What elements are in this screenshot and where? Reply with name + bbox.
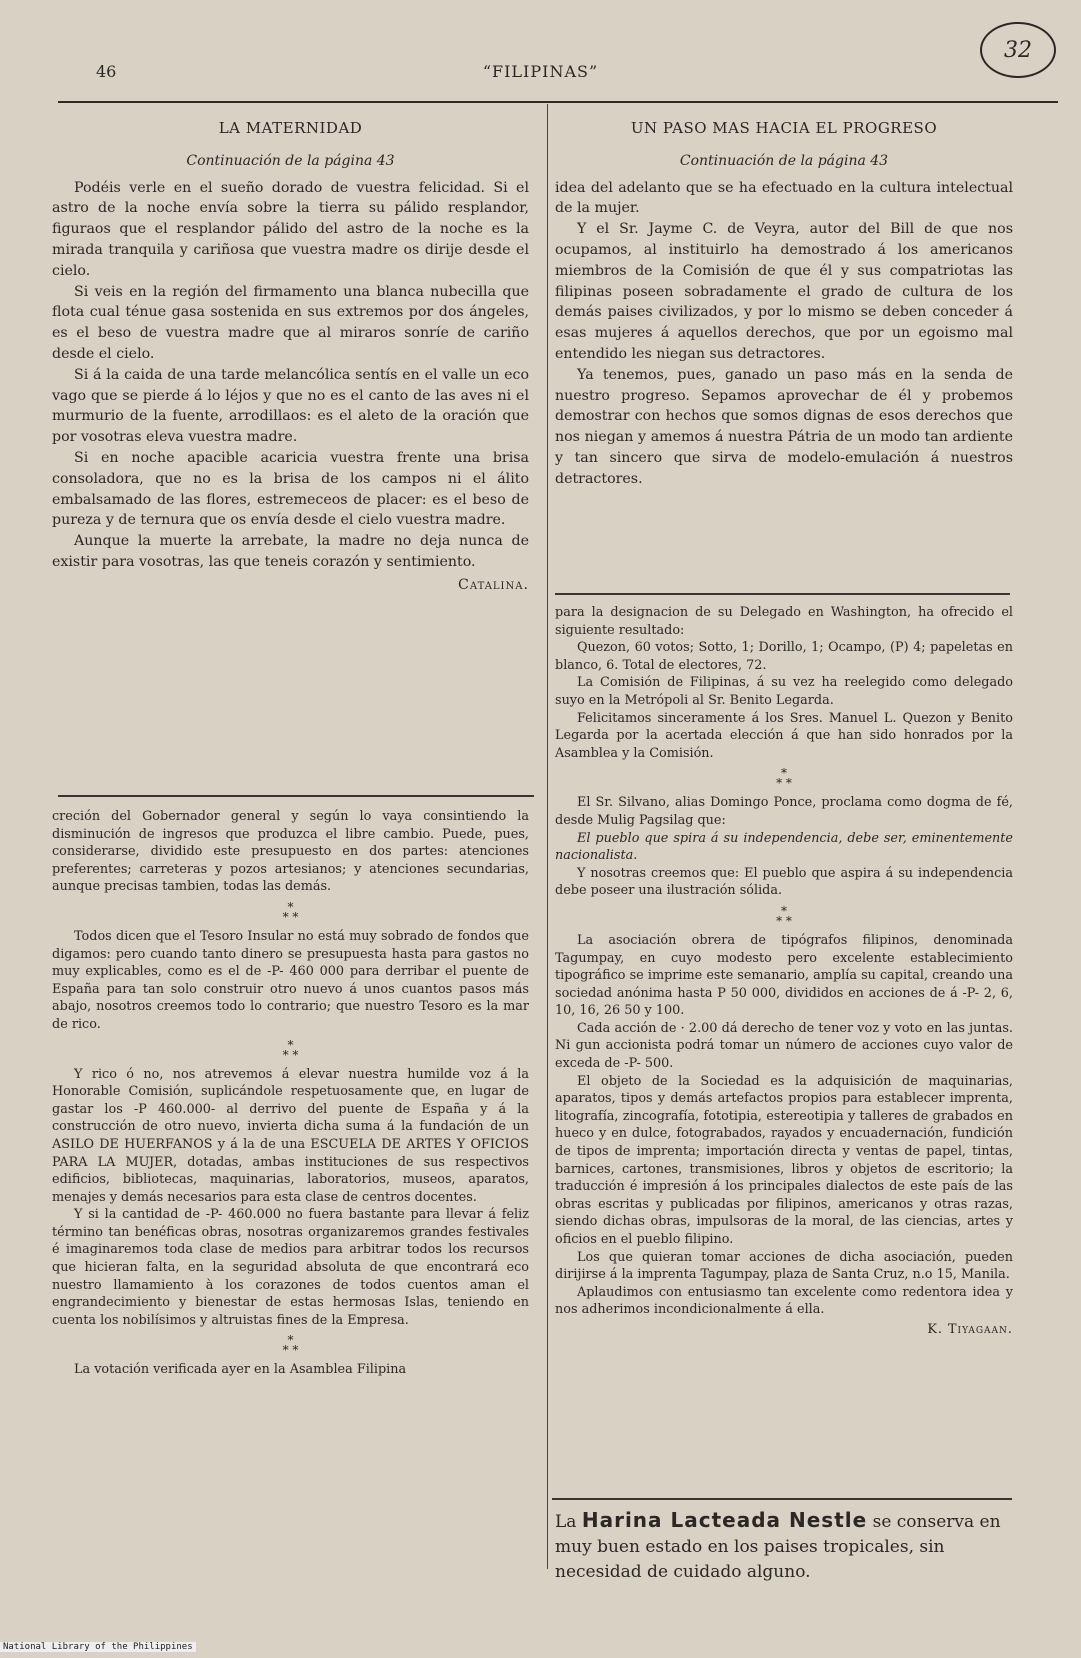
paragraph: El Sr. Silvano, alias Domingo Ponce, proclama como dogma de fé, desde Mulig Pagsilag que: xyxy=(555,795,1013,828)
paragraph: para la designacion de su Delegado en Washington, ha ofrecido el siguiente resultado: xyxy=(555,605,1013,638)
paragraph: La asociación obrera de tipógrafos filipinos, denominada Tagumpay, en cuyo modesto pero excelente establecimiento tipográfico se imprime este semanario, amplía su capital, creando una sociedad anónima hasta P 50 000, divididos en acciones de á -P- 2, 6, 10, 16, 26 50 y 100. xyxy=(555,932,1013,1019)
paragraph: Si veis en la región del firmamento una blanca nubecilla que flota cual ténue gasa sostenida en sus extremos por dos ángeles, es el beso de vuestra madre que al miraros sonríe de cariño desde el cielo. xyxy=(52,283,529,362)
paragraph: idea del adelanto que se ha efectuado en la cultura intelectual de la mujer. xyxy=(555,179,1013,217)
article-title: UN PASO MAS HACIA EL PROGRESO xyxy=(630,119,938,137)
advert-brand: Harina Lacteada Nestle xyxy=(581,1508,868,1532)
signature: Catalina. xyxy=(458,576,529,593)
paragraph: creción del Gobernador general y según lo vaya consintiendo la disminución de ingresos que produzca el libre cambio. Puede, pues, considerarse, dividido este presupuesto en dos partes: atenciones preferentes; carreteras y pozos artesianos; y atenciones secundarias, aunque precisas tambien, todas las demás. xyxy=(52,809,529,895)
paragraph: Cada acción de · 2.00 dá derecho de tener voz y voto en las juntas. Ni gun accionista podrá tomar un número de acciones cuyo valor de exceda de -P- 500. xyxy=(555,1020,1013,1072)
advert-lead: La xyxy=(555,1512,577,1532)
article-un-paso-mas xyxy=(555,118,1013,490)
section-rule xyxy=(58,795,534,797)
signature: K. Tiyagaan. xyxy=(927,1321,1013,1337)
asterism: * * * xyxy=(282,1333,299,1358)
paragraph: Aunque la muerte la arrebate, la madre no deja nunca de existir para vosotras, las que teneis corazón y sentimiento. xyxy=(52,533,529,570)
continuation-note: Continuación de la página 43 xyxy=(679,152,889,169)
asterism: * * * xyxy=(776,903,792,928)
paragraph: El objeto de la Sociedad es la adquisición de maquinarias, aparatos, tipos y demás artefactos propios para establecer imprenta, litografía, zincografía, fototipia, estereotipia y talleres de grabados en hueco y en dulce, fotograbados, rayados y encuadernación, fundición de tipos de imprenta; importación directa y ventas de papel, tintas, barnices, cartones, transmisiones, libros y objetos de escritorio; la traducción é impresión á los principales dialectos de este país de las obras escritas y publicadas por filipinos, americanos y otras razas, siendo dichas obras, impulsoras de la moral, de las ciencias, artes y oficios en el pueblo filipino. xyxy=(555,1073,1013,1247)
paragraph: Si á la caida de una tarde melancólica sentís en el valle un eco vago que se pierde á lo léjos y que no es el canto de las aves ni el murmurio de la fuente, arrodillaos: es el aleto de la oración que por vosotras eleva vuestra madre. xyxy=(52,366,529,446)
asterism: * * * xyxy=(282,899,299,924)
paragraph: Todos dicen que el Tesoro Insular no está muy sobrado de fondos que digamos: pero cuando tanto dinero se presupuesta hasta para gastos no muy explicables, como es el de -P- 460 000 para derribar el puente de España para tan solo construir otro nuevo á unos cuantos pasos más abajo, nosotros creemos todo lo contrario; que nuestro Tesoro es la mar de rico. xyxy=(52,928,529,1032)
paragraph: Y rico ó no, nos atrevemos á elevar nuestra humilde voz á la Honorable Comisión, suplicándole respetuosamente que, en lugar de gastar los -P 460.000- al derrivo del puente de España y á la construcción de otro nuevo, invierta dicha suma á la fundación de un ASILO DE HUERFANOS y á la de una ESCUELA DE ARTES Y OFICIOS PARA LA MUJER, dotadas, ambas instituciones de sus respectivos edificios, bibliotecas, maquinarias, laboratorios, museos, aparatos, menajes y demás necesarios para esta clase de centros docentes. xyxy=(52,1066,529,1205)
paragraph: Y el Sr. Jayme C. de Veyra, autor del Bill de que nos ocupamos, al instituirlo ha demostrado á los americanos miembros de la Comisión de que él y sus compatriotas las filipinas poseen sobradamente el grado de cultura de los demás paises civilizados, y por lo mismo se deben conceder á esas mujeres á aquellos derechos, que por un egoismo mal entendido les niegan sus detractores. xyxy=(555,221,1013,362)
continuation-note: Continuación de la página 43 xyxy=(186,152,395,169)
paragraph: Quezon, 60 votos; Sotto, 1; Dorillo, 1; Ocampo, (P) 4; papeletas en blanco, 6. Total de electores, 72. xyxy=(555,640,1013,673)
column-divider xyxy=(547,104,548,1569)
paragraph: Los que quieran tomar acciones de dicha asociación, pueden dirijirse á la imprenta Tagumpay, plaza de Santa Cruz, n.o 15, Manila. xyxy=(555,1249,1013,1283)
quote: El pueblo que spira á su independencia, debe ser, eminentemente nacionalista. xyxy=(555,830,1013,864)
paragraph: Y si la cantidad de -P- 460.000 no fuera bastante para llevar á feliz término tan benéficas obras, nosotras organizaremos grandes festivales é imaginaremos toda clase de medios para arbitrar todos los recursos que hicieran falta, en la seguridad absoluta de que encontrará eco nuestro llamamiento à los corazones de todos cuentos aman el engrandecimiento y bienestar de estas hermosas Islas, teniendo en cuenta los nobilísimos y altruistas fines de la Empresa. xyxy=(52,1207,529,1328)
asterism: * * * xyxy=(282,1037,299,1062)
asterism: * * * xyxy=(776,766,792,791)
advert-text: se conserva en muy buen estado en los paises tropicales, sin necesidad de cuidado alguno. xyxy=(555,1512,1001,1582)
paragraph: Y nosotras creemos que: El pueblo que aspira á su independencia debe poseer una ilustración sólida. xyxy=(555,865,1013,899)
section-rule xyxy=(552,1498,1012,1500)
editorial-notes-left xyxy=(52,808,529,1379)
publication-title: “FILIPINAS” xyxy=(482,62,599,81)
library-watermark: National Library of the Philippines xyxy=(0,1642,196,1652)
page-number: 46 xyxy=(96,62,117,81)
article-la-maternidad xyxy=(52,118,529,596)
header-rule xyxy=(58,101,1058,103)
paragraph: Podéis verle en el sueño dorado de vuestra felicidad. Si el astro de la noche envía sobre la tierra su pálido resplandor, figuraos que el resplandor pálido del astro de la noche es la mirada tranquila y cariñosa que vuestra madre os dirije desde el cielo. xyxy=(52,179,529,279)
paragraph: Aplaudimos con entusiasmo tan excelente como redentora idea y nos adherimos incondicionalmente á ella. xyxy=(555,1284,1013,1318)
paragraph: La Comisión de Filipinas, á su vez ha reelegido como delegado suyo en la Metrópoli al Sr. Benito Legarda. xyxy=(555,675,1013,708)
editorial-notes-right xyxy=(555,604,1013,1339)
article-title: LA MATERNIDAD xyxy=(218,119,363,137)
paragraph: Ya tenemos, pues, ganado un paso más en la senda de nuestro progreso. Sepamos aprovechar de él y probemos demostrar con hechos que somos dignas de esos derechos que nos niegan y amemos á nuestra Pátria de un modo tan ardiente y tan sincero que sirva de modelo-emulación á nuestros detractores. xyxy=(555,366,1013,487)
advertisement-nestle xyxy=(555,1508,1008,1585)
section-rule xyxy=(555,593,1010,595)
handwritten-folio-stamp: 32 xyxy=(980,22,1056,78)
paragraph: Si en noche apacible acaricia vuestra frente una brisa consoladora, que no es la brisa de los campos ni el álito embalsamado de las flores, estremeceos de placer: es el beso de pureza y de ternura que os envía desde el cielo vuestra madre. xyxy=(52,449,529,529)
paragraph: Felicitamos sinceramente á los Sres. Manuel L. Quezon y Benito Legarda por la acertada elección á que han sido honrados por la Asamblea y la Comisión. xyxy=(555,710,1013,761)
paragraph: La votación verificada ayer en la Asamblea Filipina xyxy=(74,1362,407,1378)
